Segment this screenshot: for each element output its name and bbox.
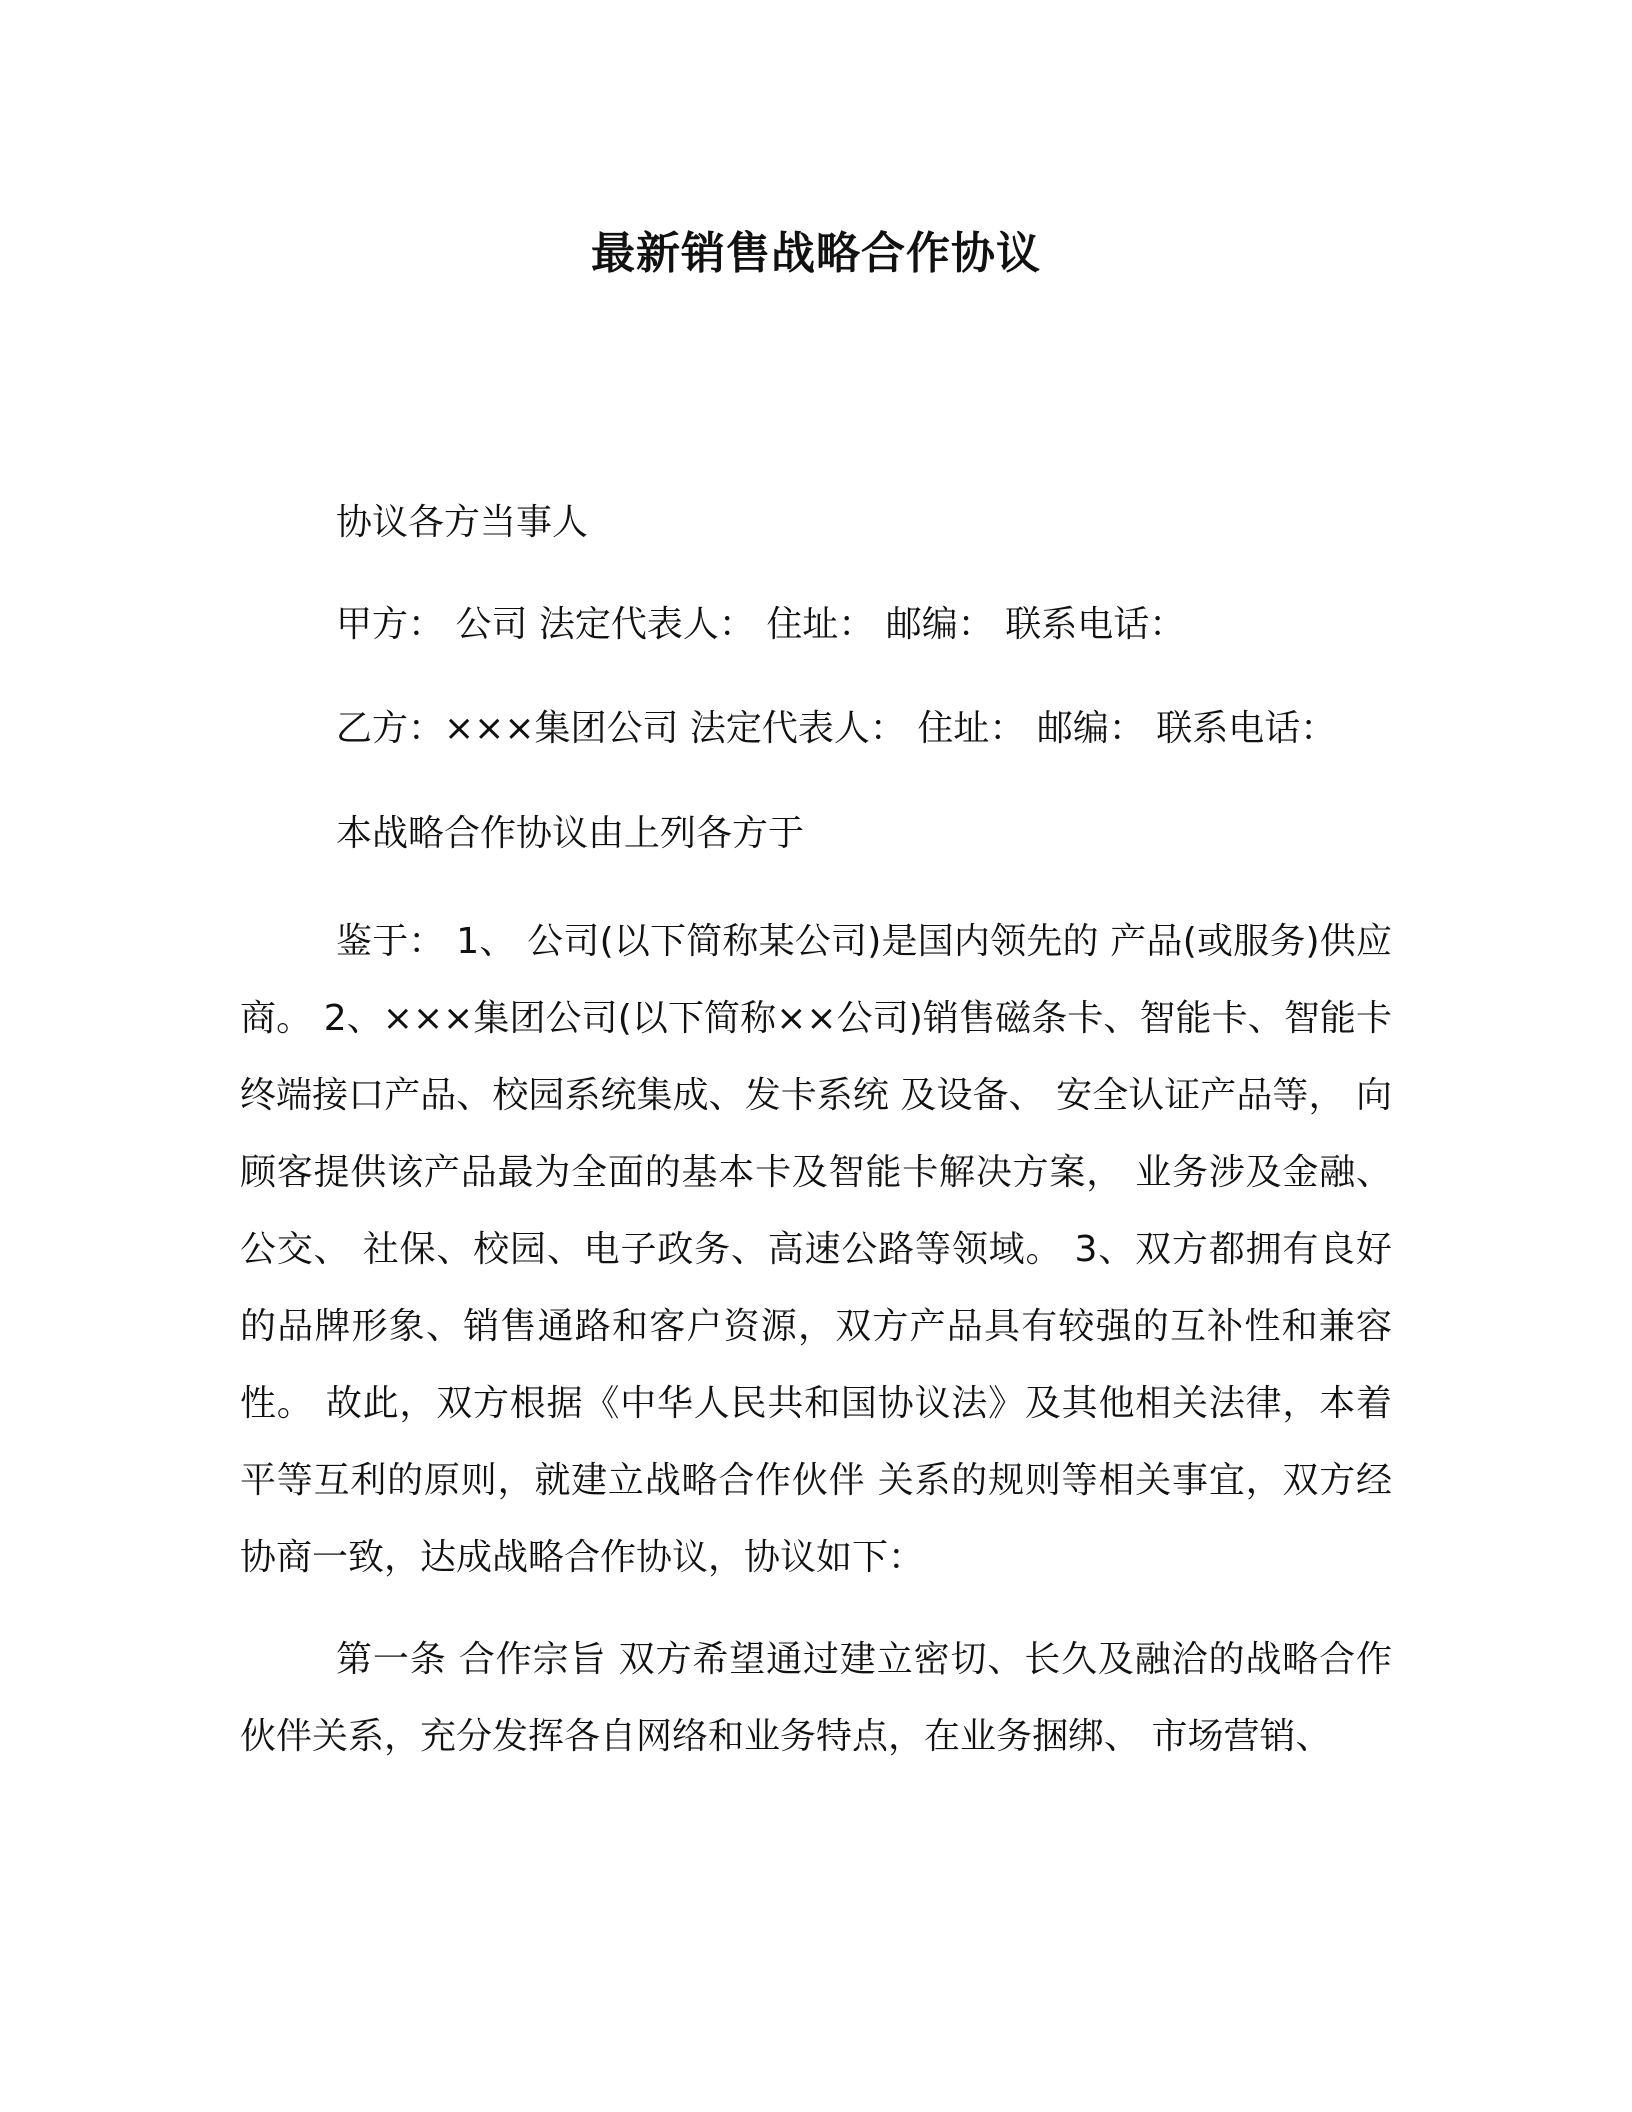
document-title: 最新销售战略合作协议	[591, 228, 1041, 279]
party-a-line: 甲方： 公司 法定代表人： 住址： 邮编： 联系电话：	[336, 604, 1186, 645]
parties-heading: 协议各方当事人	[336, 502, 589, 543]
whereas-paragraph: 鉴于： 1、 公司(以下简称某公司)是国内领先的 产品(或服务)供应商。 2、×××集团公司(以下简称××公司)销售磁条卡、智能卡、智能卡终端接口产品、校园系统集成、发卡系统 及设备、 安全认证产品等， 向顾客提供该产品最为全面的基本卡及智能卡解决方案， 业务涉及金融、 公交、 社保、校园、电子政务、高速公路等领域。 3、双方都拥有良好的品牌形象、销售通路和客户资源，双方产品具有较强的互补性和兼容性。 故此，双方根据《中华人民共和国协议法》及其他相关法律，本着平等互利的原则，就建立战略合作伙伴 关系的规则等相关事宜，双方经协商一致，达成战略合作协议，协议如下：	[240, 921, 1392, 1578]
intro-paragraph: 本战略合作协议由上列各方于	[336, 813, 805, 854]
party-b-line: 乙方：×××集团公司 法定代表人： 住址： 邮编： 联系电话：	[336, 708, 1337, 749]
article-1-paragraph: 第一条 合作宗旨 双方希望通过建立密切、长久及融洽的战略合作伙伴关系，充分发挥各自网络和业务特点，在业务捆绑、 市场营销、	[240, 1639, 1392, 1757]
